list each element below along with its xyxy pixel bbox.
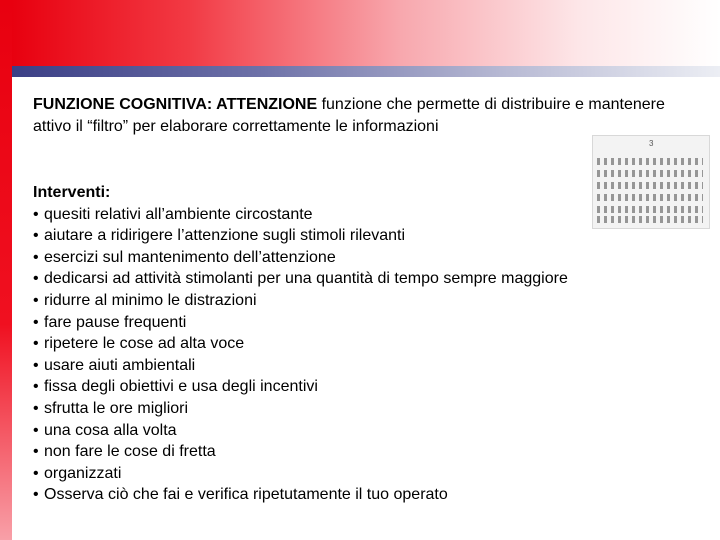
bullet-icon: • [33, 378, 39, 396]
list-item-text: sfrutta le ore migliori [44, 399, 189, 417]
list-item [33, 290, 673, 312]
list-item-text: dedicarsi ad attività stimolanti per una quantità di tempo sempre maggiore [44, 270, 568, 288]
bullet-icon: • [33, 399, 39, 417]
list-item [33, 247, 673, 269]
list-item [33, 420, 673, 442]
symbol-row [597, 158, 703, 165]
bullet-icon: • [33, 227, 39, 245]
header-divider [12, 66, 720, 77]
bullet-icon: • [33, 291, 39, 309]
list-item [33, 376, 673, 398]
list-item [33, 204, 673, 226]
header-gradient-band [12, 0, 720, 66]
list-item [33, 312, 673, 334]
heading-rest: funzione che permette di distribuire e mantenere attivo il “filtro” per elaborare correttamente le informazioni [33, 96, 665, 135]
interventions-title: Interventi: [33, 184, 111, 201]
list-item-text: Osserva ciò che fai e verifica ripetutamente il tuo operato [44, 486, 448, 504]
bullet-icon: • [33, 335, 39, 353]
list-item [33, 484, 673, 506]
list-item-text: usare aiuti ambientali [44, 356, 196, 374]
bullet-icon: • [33, 464, 39, 482]
list-item-text: non fare le cose di fretta [44, 443, 216, 461]
list-item [33, 355, 673, 377]
heading-bold: FUNZIONE COGNITIVA: ATTENZIONE [33, 96, 318, 113]
bullet-icon: • [33, 205, 39, 223]
bullet-icon: • [33, 486, 39, 504]
interventions-block [33, 182, 673, 506]
slide-heading [33, 94, 693, 138]
list-item-text: quesiti relativi all’ambiente circostante [44, 205, 313, 223]
list-item-text: organizzati [44, 464, 122, 482]
list-item [33, 268, 673, 290]
bullet-icon: • [33, 356, 39, 374]
image-number: 3 [649, 139, 654, 148]
bullet-icon: • [33, 270, 39, 288]
bullet-icon: • [33, 421, 39, 439]
bullet-icon: • [33, 313, 39, 331]
left-accent-bar [0, 0, 12, 540]
symbol-row [597, 170, 703, 177]
list-item [33, 398, 673, 420]
list-item-text: aiutare a ridirigere l’attenzione sugli stimoli rilevanti [44, 227, 406, 245]
list-item-text: ridurre al minimo le distrazioni [44, 291, 257, 309]
list-item [33, 463, 673, 485]
bullet-icon: • [33, 248, 39, 266]
list-item [33, 225, 673, 247]
bullet-icon: • [33, 443, 39, 461]
list-item [33, 333, 673, 355]
list-item [33, 441, 673, 463]
interventions-list [33, 204, 673, 506]
list-item-text: una cosa alla volta [44, 421, 177, 439]
list-item-text: ripetere le cose ad alta voce [44, 335, 245, 353]
list-item-text: esercizi sul mantenimento dell’attenzione [44, 248, 336, 266]
list-item-text: fissa degli obiettivi e usa degli incentivi [44, 378, 318, 396]
list-item-text: fare pause frequenti [44, 313, 187, 331]
